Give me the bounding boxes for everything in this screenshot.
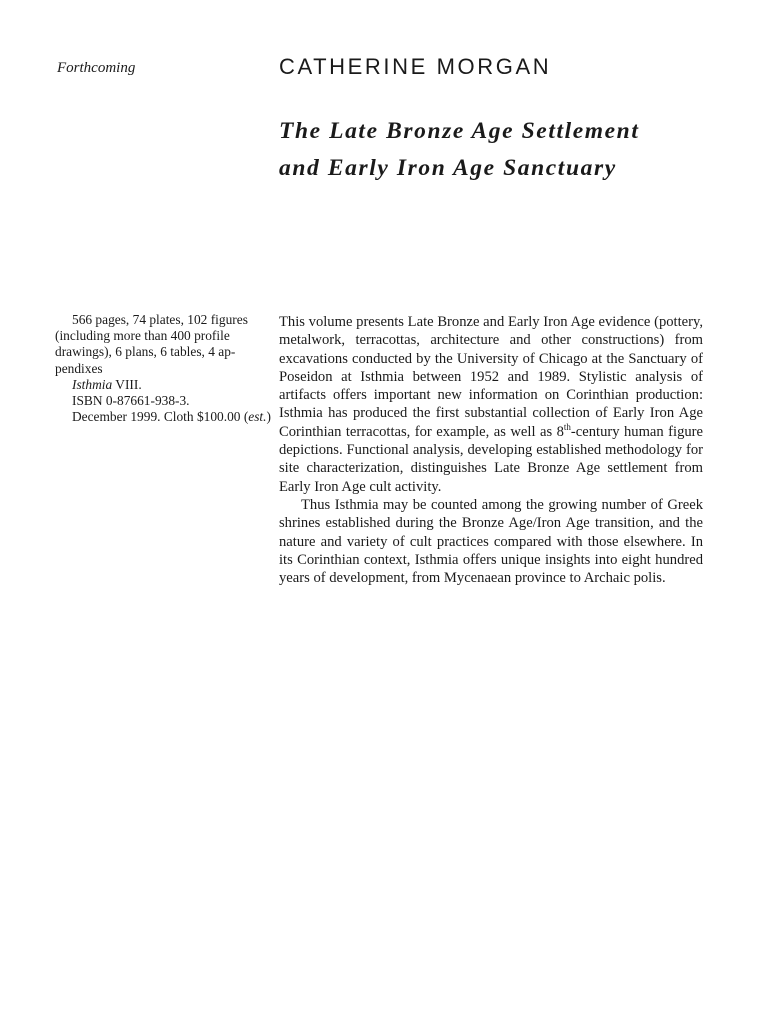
estimate-note: est.	[248, 409, 267, 425]
book-title	[279, 113, 639, 187]
description-paragraph-1	[279, 313, 703, 496]
date-and-price: December 1999. Cloth $100.00 (	[72, 409, 249, 425]
series-volume: VIII.	[112, 376, 142, 392]
pages-info-continued: (including more than 400 profile	[55, 328, 230, 344]
forthcoming-label: Forthcoming	[57, 60, 136, 76]
publication-details	[55, 312, 271, 425]
book-title-line-2: and Early Iron Age Sanctuary	[279, 155, 617, 181]
pages-info-continued: drawings), 6 plans, 6 tables, 4 ap-	[55, 344, 236, 360]
superscript: th	[563, 421, 571, 432]
author-name: CATHERINE MORGAN	[279, 54, 552, 79]
series-name: Isthmia	[72, 376, 113, 392]
series-info	[55, 377, 265, 393]
price-info	[55, 409, 271, 425]
book-description	[279, 313, 703, 587]
pages-info-continued: pendixes	[55, 360, 103, 376]
description-paragraph-2: Thus Isthmia may be counted among the growing number of Greek shrines established during the Bronze Age/Iron Age transition, and the nature and variety of cult practices compared with those elsewhere. In its Corinthian context, Isthmia offers unique insights into eight hundred years of development, from Mycenaean province to Archaic polis.	[279, 496, 703, 587]
pages-info: 566 pages, 74 plates, 102 figures	[72, 312, 248, 327]
book-title-line-1: The Late Bronze Age Settlement	[279, 118, 640, 144]
description-text: This volume presents Late Bronze and Early Iron Age evidence (pottery, metalwork, terracottas, architecture and other constructions) from excavations conducted by the University of Chicago at the Sanctuary of Poseidon at Isthmia between 1952 and 1989. Stylistic analysis of artifacts offers important new information on Corinthian production: Isthmia has produced the first substantial collection of Early Iron Age Corinthian terracottas, for example, as well as 8	[279, 314, 703, 440]
description-text: -century human figure depictions. Functional analysis, developing established methodology for site characterization, distinguishes Late Bronze Age settlement from Early Iron Age cult activity.	[279, 423, 704, 495]
price-close: )	[266, 409, 271, 425]
isbn: ISBN 0-87661-938-3.	[72, 393, 190, 409]
